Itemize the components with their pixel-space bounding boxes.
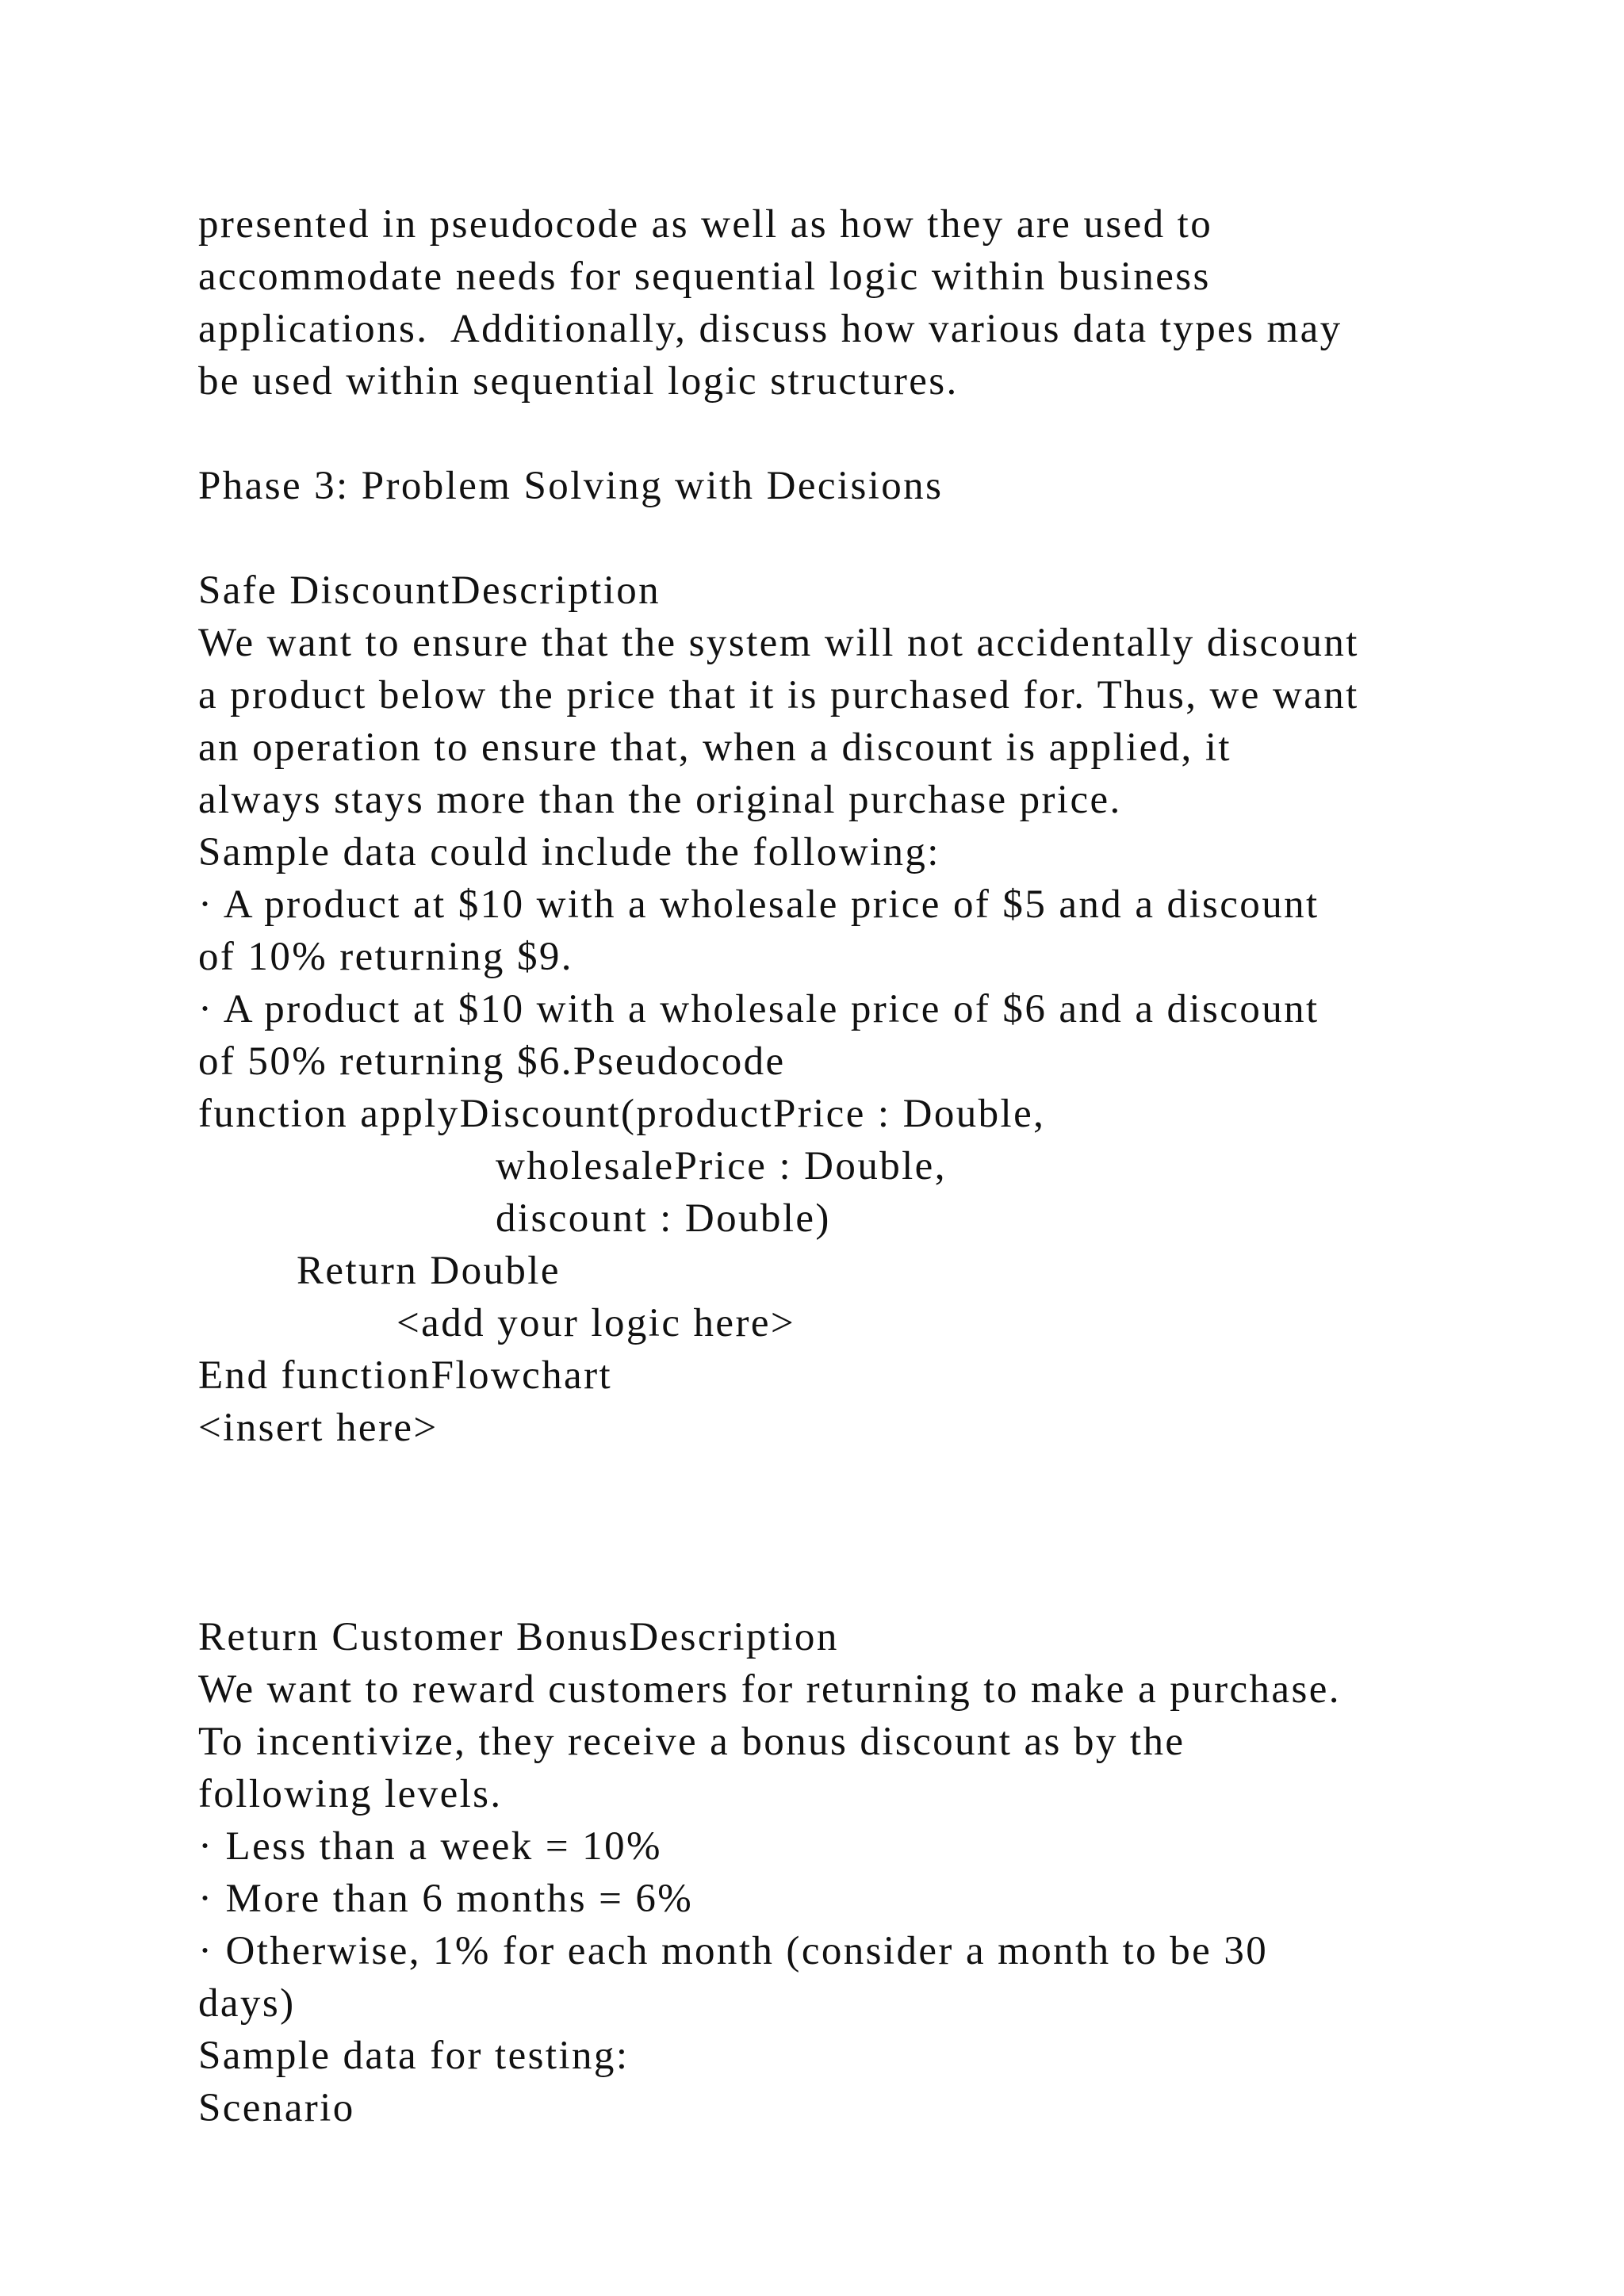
sample-intro: Sample data for testing: [198, 2034, 630, 2078]
level-line: · More than 6 months = 6% [198, 1877, 694, 1921]
sample-line: of 10% returning $9. [198, 935, 573, 979]
pseudocode-signature: function applyDiscount(productPrice : Double, [198, 1092, 1046, 1136]
safe-discount-heading: Safe DiscountDescription [198, 568, 661, 613]
sample-line: of 50% returning $6.Pseudocode [198, 1039, 786, 1084]
level-line: · Otherwise, 1% for each month (consider a month to be 30 [198, 1929, 1269, 1973]
paragraph-spacer [198, 1506, 1483, 1559]
sample-line: · A product at $10 with a wholesale price of $5 and a discount [198, 882, 1320, 927]
pseudocode-end: End functionFlowchart [198, 1353, 613, 1398]
return-bonus-heading: Return Customer BonusDescription [198, 1615, 839, 1659]
paragraph-spacer [198, 1559, 1483, 1611]
paragraph-spacer [198, 408, 1483, 460]
intro-line: applications. Additionally, discuss how various data types may [198, 307, 1342, 351]
description-line: always stays more than the original purchase price. [198, 778, 1122, 822]
intro-line: accommodate needs for sequential logic within business [198, 254, 1211, 299]
pseudocode-placeholder: <add your logic here> [396, 1301, 796, 1345]
sample-line: · A product at $10 with a wholesale price of $6 and a discount [198, 987, 1320, 1031]
scenario-label: Scenario [198, 2086, 355, 2130]
description-line: We want to reward customers for returning to make a purchase. [198, 1667, 1341, 1712]
phase-heading: Phase 3: Problem Solving with Decisions [198, 464, 944, 508]
pseudocode-return: Return Double [297, 1249, 561, 1293]
level-line: · Less than a week = 10% [198, 1824, 662, 1869]
sample-intro: Sample data could include the following: [198, 830, 940, 874]
description-line: following levels. [198, 1772, 503, 1816]
description-line: We want to ensure that the system will not accidentally discount [198, 621, 1359, 665]
intro-line: presented in pseudocode as well as how they are used to [198, 202, 1213, 247]
pseudocode-param: discount : Double) [496, 1196, 831, 1241]
paragraph-spacer [198, 512, 1483, 564]
level-line: days) [198, 1981, 296, 2026]
document-body [198, 198, 1483, 2134]
description-line: an operation to ensure that, when a discount is applied, it [198, 725, 1231, 770]
pseudocode-param: wholesalePrice : Double, [496, 1144, 947, 1188]
flowchart-placeholder: <insert here> [198, 1406, 439, 1450]
paragraph-spacer [198, 1454, 1483, 1506]
description-line: To incentivize, they receive a bonus discount as by the [198, 1720, 1185, 1764]
description-line: a product below the price that it is purchased for. Thus, we want [198, 673, 1359, 718]
intro-line: be used within sequential logic structures. [198, 359, 959, 404]
